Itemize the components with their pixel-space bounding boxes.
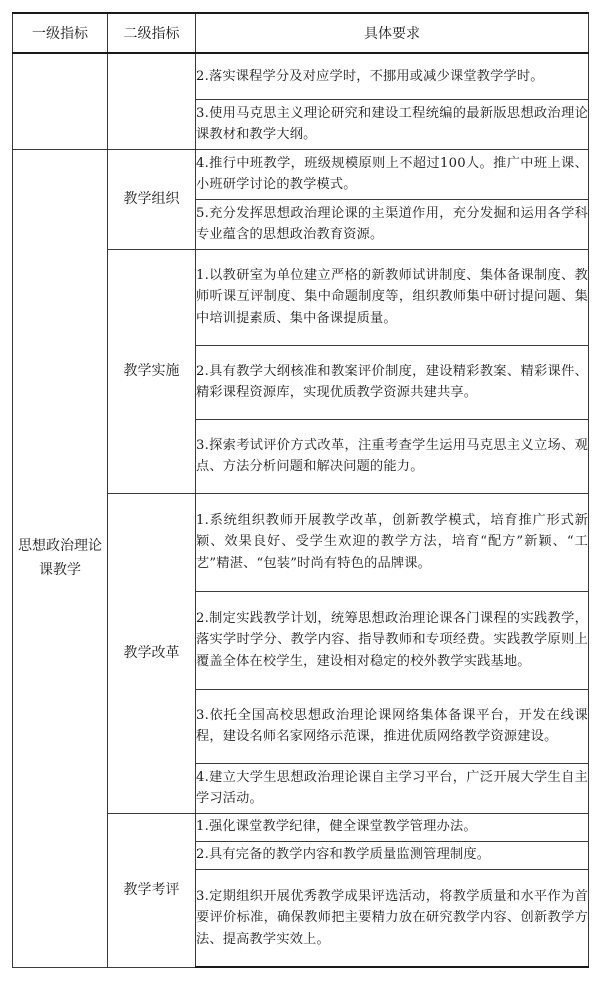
requirement-cell: 4.建立大学生思想政治理论课自主学习平台，广泛开展大学生自主学习活动。 xyxy=(196,763,589,813)
secondary-indicator-implementation: 教学实施 xyxy=(108,249,196,493)
header-secondary-indicator: 二级指标 xyxy=(108,13,196,53)
requirement-cell: 3.探索考试评价方式改革，注重考查学生运用马克思主义立场、观点、方法分析问题和解决问题的能力。 xyxy=(196,419,589,493)
requirement-cell: 5.充分发挥思想政治理论课的主渠道作用，充分发掘和运用各学科专业蕴含的思想政治教育资源。 xyxy=(196,199,589,249)
requirement-cell: 1.系统组织教师开展教学改革，创新教学模式，培育推广形式新颖、效果良好、受学生欢迎的教学方法，培育“配方”新颖、“工艺”精湛、“包装”时尚有特色的品牌课。 xyxy=(196,493,589,591)
header-requirements: 具体要求 xyxy=(196,13,589,53)
primary-indicator-cell: 思想政治理论课教学 xyxy=(13,149,108,967)
requirement-cell: 3.定期组织开展优秀教学成果评选活动，将教学质量和水平作为首要评价标准，确保教师把主要精力放在研究教学内容、创新教学方法、提高教学实效上。 xyxy=(196,869,589,967)
requirement-cell: 3.依托全国高校思想政治理论课网络集体备课平台，开发在线课程，建设名师名家网络示范课，推进优质网络教学资源建设。 xyxy=(196,689,589,763)
table-row xyxy=(13,53,589,99)
requirement-cell: 3.使用马克思主义理论研究和建设工程统编的最新版思想政治理论课教材和教学大纲。 xyxy=(196,99,589,149)
secondary-indicator-reform: 教学改革 xyxy=(108,493,196,813)
empty-primary-cell xyxy=(13,53,108,149)
table-row xyxy=(13,149,589,199)
secondary-indicator-organization: 教学组织 xyxy=(108,149,196,249)
requirement-cell: 2.落实课程学分及对应学时，不挪用或减少课堂教学学时。 xyxy=(196,53,589,99)
requirement-cell: 1.强化课堂教学纪律，健全课堂教学管理办法。 xyxy=(196,813,589,841)
table-header-row xyxy=(13,13,589,53)
empty-secondary-cell xyxy=(108,53,196,149)
requirement-cell: 2.具有完备的教学内容和教学质量监测管理制度。 xyxy=(196,841,589,869)
requirement-cell: 4.推行中班教学，班级规模原则上不超过100人。推广中班上课、小班研学讨论的教学模式。 xyxy=(196,149,589,199)
header-primary-indicator: 一级指标 xyxy=(13,13,108,53)
requirement-cell: 2.制定实践教学计划，统筹思想政治理论课各门课程的实践教学，落实学时学分、教学内容、指导教师和专项经费。实践教学原则上覆盖全体在校学生，建设相对稳定的校外教学实践基地。 xyxy=(196,591,589,689)
requirement-cell: 2.具有教学大纲核准和教案评价制度，建设精彩教案、精彩课件、精彩课程资源库，实现优质教学资源共建共享。 xyxy=(196,345,589,419)
requirement-cell: 1.以教研室为单位建立严格的新教师试讲制度、集体备课制度、教师听课互评制度、集中命题制度等，组织教师集中研讨提问题、集中培训提素质、集中备课提质量。 xyxy=(196,249,589,345)
indicator-table xyxy=(12,12,589,968)
secondary-indicator-evaluation: 教学考评 xyxy=(108,813,196,967)
